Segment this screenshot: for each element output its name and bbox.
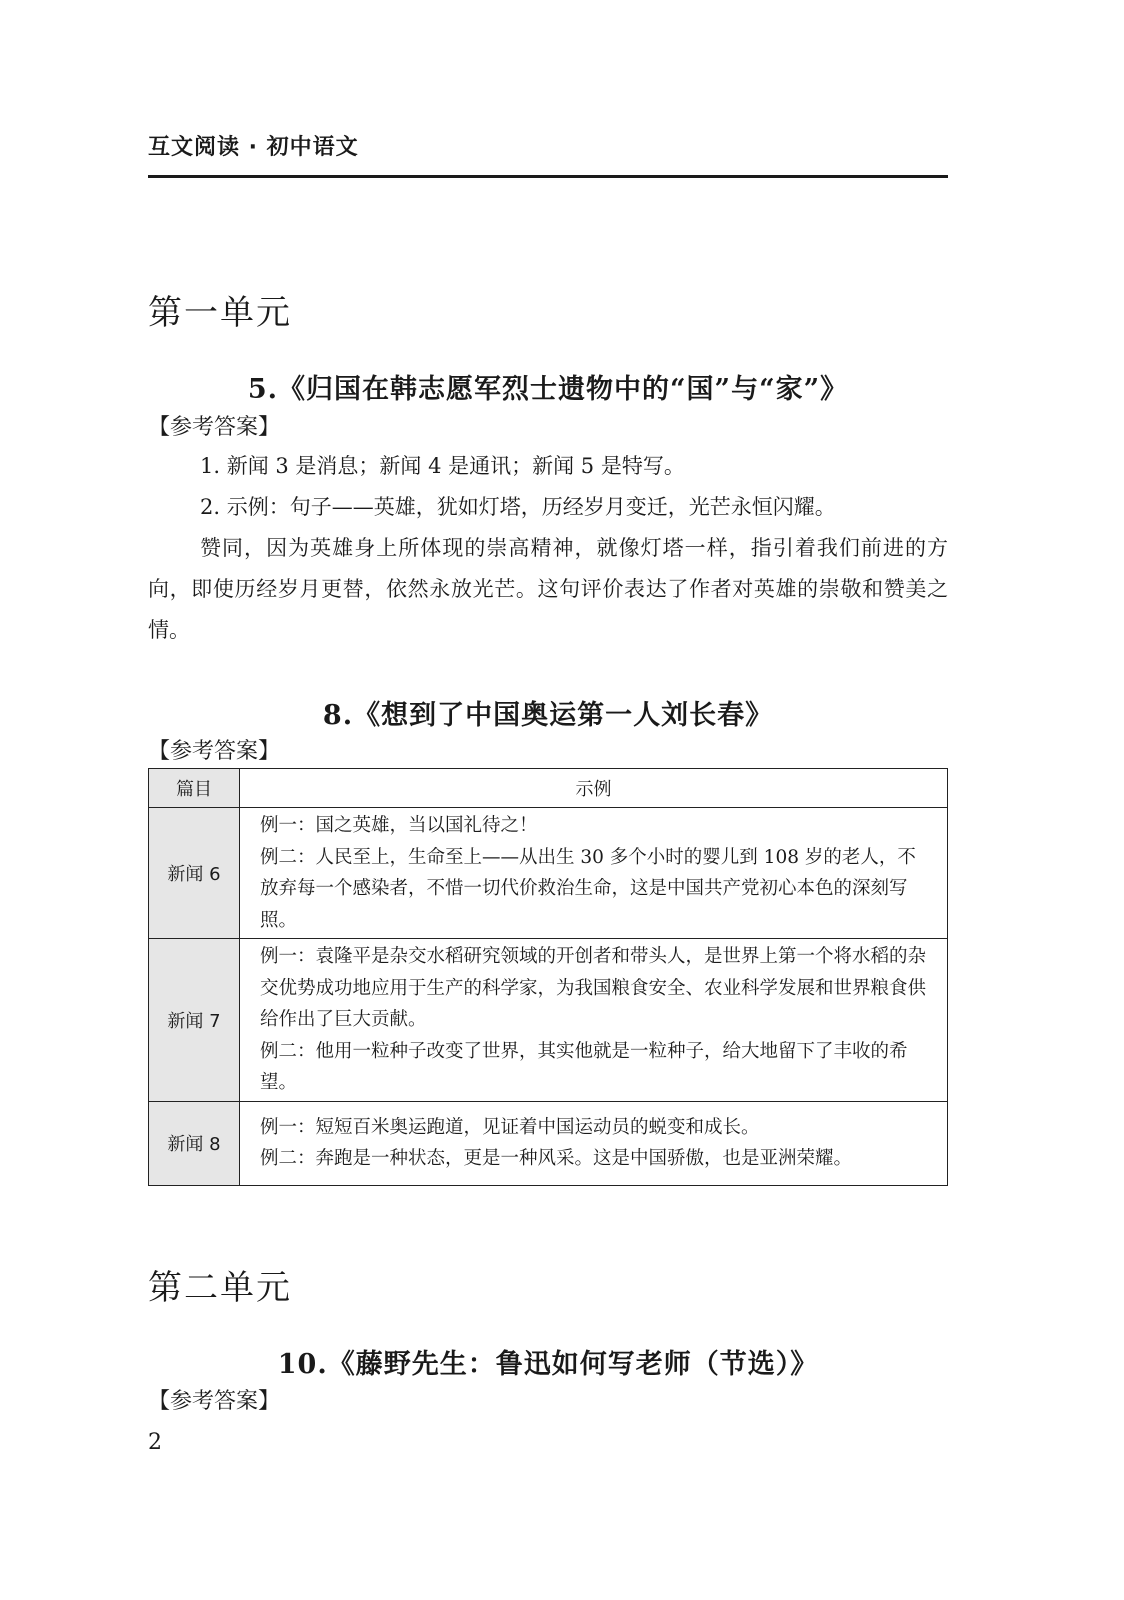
example-item: 例一：短短百米奥运跑道，见证着中国运动员的蜕变和成长。 xyxy=(260,1116,760,1138)
article-5-answer-3: 赞同，因为英雄身上所体现的崇高精神，就像灯塔一样，指引着我们前进的方向，即使历经岁月更替，依然永放光芒。这句评价表达了作者对英雄的崇敬和赞美之情。 xyxy=(148,536,948,642)
table-row xyxy=(149,1101,948,1185)
row-examples xyxy=(240,808,948,939)
example-item: 例二：他用一粒种子改变了世界，其实他就是一粒种子，给大地留下了丰收的希望。 xyxy=(260,1040,908,1093)
row-examples xyxy=(240,939,948,1102)
table-row xyxy=(149,939,948,1102)
header-rule xyxy=(148,175,948,178)
example-item: 例二：奔跑是一种状态，更是一种风采。这是中国骄傲，也是亚洲荣耀。 xyxy=(260,1148,853,1169)
table-header-row xyxy=(149,769,948,808)
article-5-title: 5.《归国在韩志愿军烈士遗物中的“国”与“家”》 xyxy=(247,374,849,405)
page-number: 2 xyxy=(148,1430,162,1455)
article-5-answer-1: 1. 新闻 3 是消息；新闻 4 是通讯；新闻 5 是特写。 xyxy=(200,454,685,478)
example-item: 例二：人民至上，生命至上——从出生 30 多个小时的婴儿到 108 岁的老人，不放弃每一个感染者，不惜一切代价救治生命，这是中国共产党初心本色的深刻写照。 xyxy=(260,846,916,931)
article-10-title: 10.《藤野先生：鲁迅如何写老师（节选）》 xyxy=(277,1349,819,1380)
article-8-title: 8.《想到了中国奥运第一人刘长春》 xyxy=(322,700,774,731)
running-header-title: 互文阅读 · 初中语文 xyxy=(148,135,359,160)
unit-2-title: 第二单元 xyxy=(148,1268,292,1308)
example-item: 例一：袁隆平是杂交水稻研究领域的开创者和带头人，是世界上第一个将水稻的杂交优势成功地应用于生产的科学家，为我国粮食安全、农业科学发展和世界粮食供给作出了巨大贡献。 xyxy=(260,946,927,1030)
row-news-name: 新闻 8 xyxy=(149,1101,240,1185)
unit-1-title: 第一单元 xyxy=(148,293,292,333)
example-item: 例一：国之英雄，当以国礼待之！ xyxy=(260,815,538,836)
row-news-name: 新闻 6 xyxy=(149,808,240,939)
row-news-name: 新闻 7 xyxy=(149,939,240,1102)
row-examples xyxy=(240,1101,948,1185)
article-5-answer-2: 2. 示例：句子——英雄，犹如灯塔，历经岁月变迁，光芒永恒闪耀。 xyxy=(200,495,836,519)
table-header-piece: 篇目 xyxy=(149,769,240,808)
examples-table xyxy=(148,768,948,1186)
table-row xyxy=(149,808,948,939)
article-5-answer-label: 【参考答案】 xyxy=(148,415,281,440)
article-10-answer-label: 【参考答案】 xyxy=(148,1389,281,1414)
article-8-answer-label: 【参考答案】 xyxy=(148,739,281,764)
table-header-example: 示例 xyxy=(240,769,948,808)
